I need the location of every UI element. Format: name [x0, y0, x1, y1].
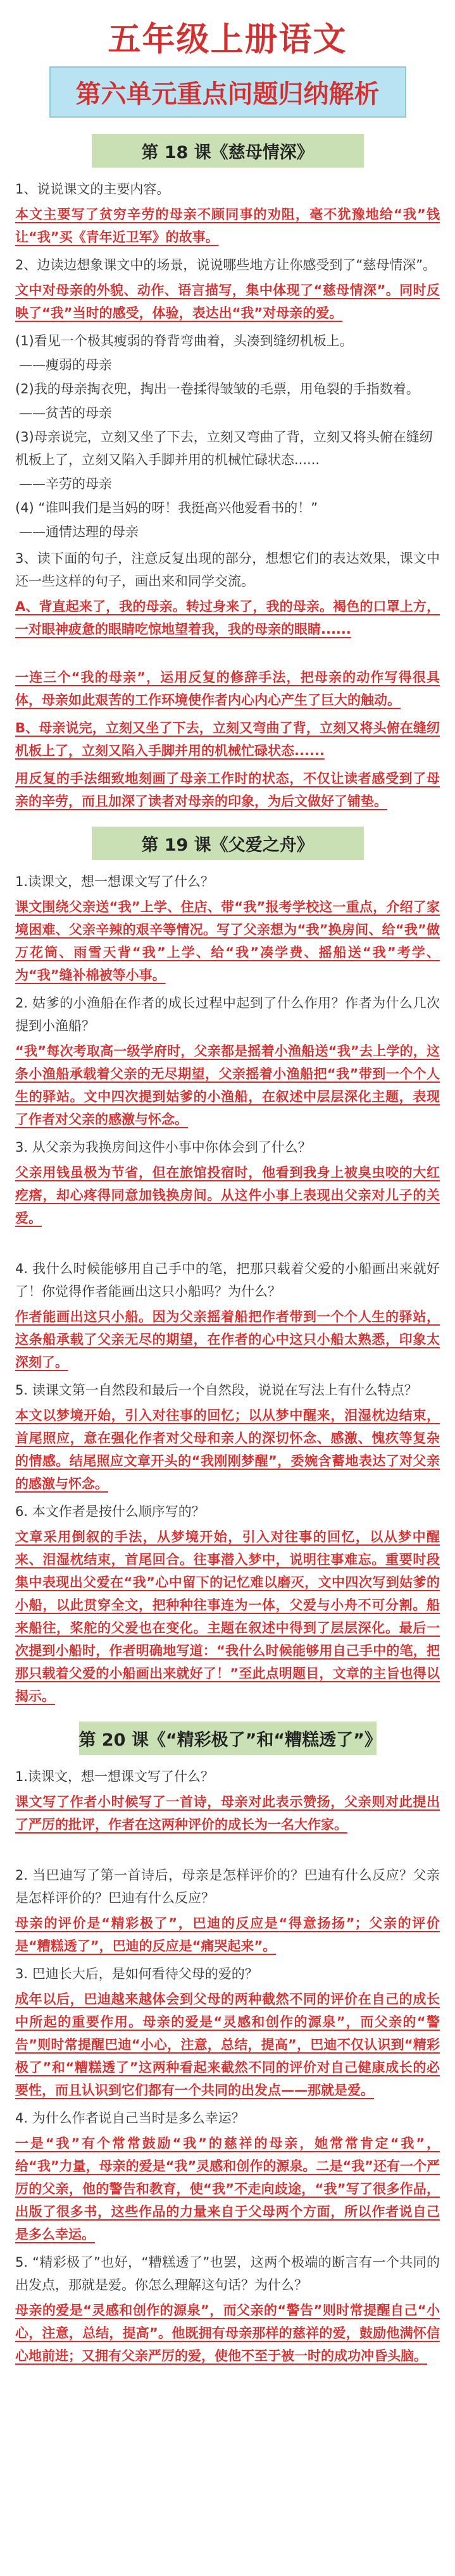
lesson-18-question-1: 1、说说课文的主要内容。: [15, 182, 170, 197]
lesson-20-answer-4: 一是“我”有个常常鼓励“我”的慈祥的母亲，她常常肯定“我”，给“我”力量，母亲的爱是“我”灵感和创作的源泉。二是“我”还有一个严厉的父亲，他的警告和教育，使“我”不走向歧途，“我”写了很多作品，出版了很多书，这些作品的力量来自于父母两个方面，所以作者说自己是多么幸运。: [15, 2136, 440, 2242]
lesson-19-question-4: 4. 我什么时候能够用自己手中的笔，把那只载着父爱的小船画出来就好了！你觉得作者能画出这只小船吗？为什么？: [15, 1261, 440, 1299]
lesson-19-answer-2: “我”每次考取高一级学府时，父亲都是摇着小渔船送“我”去上学的，这条小渔船承载着父亲的无尽期望，父亲摇着小渔船把“我”带到一个个人生的驿站。文中四次提到姑爹的小渔船，在叙述中层层深化主题，表现了作者对父亲的感激与怀念。: [15, 1044, 440, 1127]
lesson-20-answer-2: 母亲的评价是“精彩极了”，巴迪的反应是“得意扬扬”；父亲的评价是“糟糕透了”，巴迪的反应是“痛哭起来”。: [15, 1916, 440, 1954]
lesson-18-question-3: 3、读下面的句子，注意反复出现的部分，想想它们的表达效果，课文中还一些这样的句子，画出来和同学交流。: [15, 551, 440, 589]
lesson-18-header: 第 18 课《慈母情深》: [92, 134, 364, 168]
lesson-20-answer-3: 成年以后，巴迪越来越体会到父母的两种截然不同的评价在自己的成长中所起的重要作用。母亲的爱是“灵感和创作的源泉”，而父亲的“警告”则时常提醒巴迪“小心，注意，总结，提高”，巴迪不仅认识到“精彩极了”和“糟糕透了”这两种看起来截然不同的评价对自己健康成长的必要性，而且认识到它们都有一个共同的出发点——那就是爱。: [15, 1992, 440, 2098]
lesson-20-answer-5: 母亲的爱是“灵感和创作的源泉”，而父亲的“警告”则时常提醒自己“小心，注意，总结，提高”。他既拥有母亲那样的慈祥的爱，鼓励他满怀信心地前进；又拥有父亲严厉的爱，使他不至于被一时的成功冲昏头脑。: [15, 2303, 440, 2363]
spacer: [15, 1235, 440, 1254]
lesson-20-question-1: 1.读课文，想一想课文写了什么？: [15, 1769, 215, 1784]
spacer: [15, 1841, 440, 1860]
lesson-20-question-4: 4. 为什么作者说自己当时是多么幸运？: [15, 2111, 245, 2126]
lesson-19-answer-4: 作者能画出这只小船。因为父亲摇着船把作者带到一个个人生的驿站，这条船承载了父亲无尽的期望，在作者的心中这只小船太熟悉，印象太深刻了。: [15, 1309, 440, 1370]
lesson-18-answer-3b: 一连三个“我的母亲”，运用反复的修辞手法，把母亲的动作写得很具体，母亲如此艰苦的工作环境使作者内心内心产生了巨大的触动。: [15, 670, 440, 708]
lesson-20-question-3: 3. 巴迪长大后，是如何看待父母的爱的？: [15, 1966, 258, 1981]
lesson-18-question-2: 2、边读边想象课文中的场景，说说哪些地方让你感受到了“慈母情深”。: [15, 257, 437, 273]
lesson-19-answer-6: 文章采用倒叙的手法，从梦境开始，引入对往事的回忆，以从梦中醒来、泪湿枕结束，首尾回合。往事潜入梦中，说明往事难忘。重要时段集中表现出父爱在“我”心中留下的记忆难以磨灭，文中四次写到姑爹的小船，以此贯穿全文，把种种往事连为一体，父爱与小舟不可分割。船来船往，桨舵的父爱也在变化。主题在叙述中得到了层层深化。最后一次提到小船时，作者明确地写道：“我什么时候能够用自己手中的笔，把那只载着父爱的小船画出来就好了！”至此点明题目，文章的主旨也得以揭示。: [15, 1529, 440, 1704]
lesson-18-answer-2: 文中对母亲的外貌、动作、语言描写，集中体现了“慈母情深”。同时反映了“我”当时的感受，体验，表达出“我”对母亲的爱。: [15, 283, 440, 321]
lesson-19-answer-5: 本文以梦境开始，引入对往事的回忆；以从梦中醒来，泪湿枕边结束，首尾照应，意在强化作者对父母和亲人的深切怀念、感激、愧疚等复杂的情感。结尾照应文章开头的“我刚刚梦醒”，委婉含蓄地表达了对父亲的感激与怀念。: [15, 1408, 440, 1491]
lesson-18-line-7: (4) “谁叫我们是当妈的呀！我挺高兴他爱看书的！”: [15, 500, 318, 515]
lesson-19-question-3: 3. 从父亲为我换房间这件小事中你体会到了什么？: [15, 1140, 311, 1155]
lesson-18-answer-3c: B、母亲说完，立刻又坐了下去，立刻又弯曲了背，立刻又将头俯在缝纫机板上了，立刻又陷入手脚并用的机械忙碌状态......: [15, 720, 440, 758]
lesson-20-answer-1: 课文写了作者小时候写了一首诗，母亲对此表示赞扬，父亲则对此提出了严厉的批评，作者在这两种评价的成长为一名大作家。: [15, 1794, 440, 1832]
lesson-18-line-2: ——瘦弱的母亲: [19, 357, 112, 373]
lesson-18-line-3: (2)我的母亲掏衣兜，掏出一卷揉得皱皱的毛票，用龟裂的手指数着。: [15, 381, 420, 397]
lesson-20-header: 第 20 课《“精彩极了”和“糟糕透了”》: [79, 1722, 377, 1755]
lesson-18-line-5: (3)母亲说完，立刻又坐了下去，立刻又弯曲了背，立刻又将头俯在缝纫机板上了，立刻又陷入手脚并用的机械忙碌状态......: [15, 429, 433, 467]
page-subtitle: 第六单元重点问题归纳解析: [49, 66, 406, 118]
page-title: 五年级上册语文: [108, 21, 347, 59]
lesson-20-question-2: 2. 当巴迪写了第一首诗后，母亲是怎样评价的？巴迪有什么反应？父亲是怎样评价的？巴迪有什么反应？: [15, 1868, 440, 1906]
lesson-18-answer-1: 本文主要写了贫穷辛劳的母亲不顾同事的劝阻，毫不犹豫地给“我”钱让“我”买《青年近卫军》的故事。: [15, 207, 440, 245]
lesson-18-line-8: ——通情达理的母亲: [19, 524, 139, 539]
lesson-19-question-1: 1.读课文，想一想课文写了什么？: [15, 874, 215, 889]
lesson-19-answer-3: 父亲用钱虽极为节省，但在旅馆投宿时，他看到我身上被臭虫咬的大红疙瘩，却心疼得同意加钱换房间。从这件小事上表现出父亲对儿子的关爱。: [15, 1165, 440, 1226]
lesson-18-line-6: ——辛劳的母亲: [19, 476, 112, 491]
lesson-20-question-5: 5. “精彩极了”也好，“糟糕透了”也罢，这两个极端的断言有一个共同的出发点，那就是爱。你怎么理解这句话？为什么？: [15, 2255, 440, 2293]
lesson-19-question-2: 2. 姑爹的小渔船在作者的成长过程中起到了什么作用？作者为什么几次提到小渔船？: [15, 995, 440, 1033]
spacer: [15, 646, 440, 665]
lesson-19-question-5: 5. 读课文第一自然段和最后一个自然段，说说在写法上有什么特点？: [15, 1383, 418, 1398]
lesson-18-line-1: (1)看见一个极其瘦弱的脊背弯曲着，头凑到缝纫机板上。: [15, 333, 353, 348]
lesson-18-line-4: ——贫苦的母亲: [19, 405, 112, 421]
lesson-19-header: 第 19 课《父爱之舟》: [92, 827, 364, 860]
lesson-19-question-6: 6. 本文作者是按什么顺序写的？: [15, 1504, 205, 1519]
lesson-18-answer-3d: 用反复的手法细致地刻画了母亲工作时的状态，不仅让读者感受到了母亲的辛劳，而且加深了读者对母亲的印象，为后文做好了铺垫。: [15, 771, 440, 809]
lesson-18-answer-3a: A、背直起来了，我的母亲。转过身来了，我的母亲。褐色的口罩上方，一对眼神疲惫的眼睛吃惊地望着我，我的母亲的眼睛......: [15, 599, 440, 637]
lesson-19-answer-1: 课文围绕父亲送“我”上学、住店、带“我”报考学校这一重点，介绍了家境困难、父亲辛辣的艰辛等情况。写了父亲想为“我”换房间、给“我”做万花筒、雨雪天背“我”上学、给“我”凑学费、摇船送“我”考学、为“我”缝补棉被等小事。: [15, 899, 440, 983]
